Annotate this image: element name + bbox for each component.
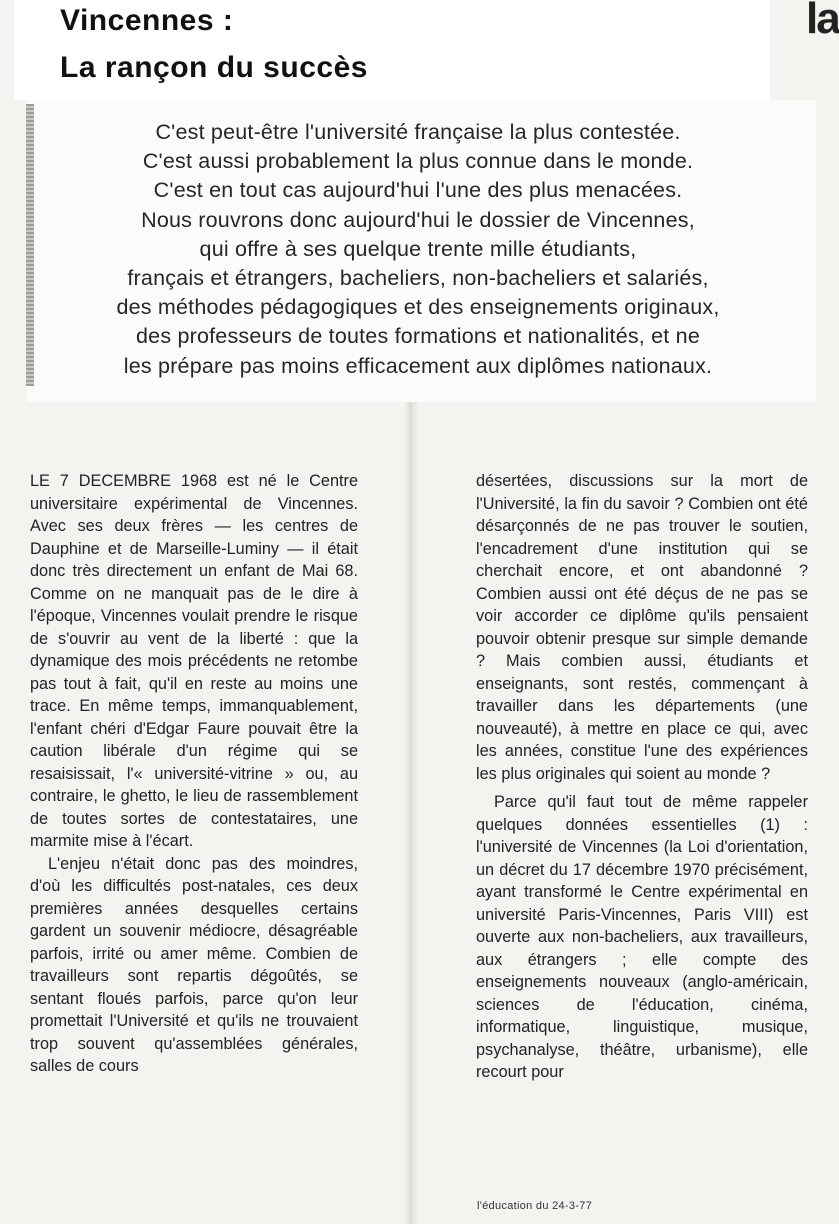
article-column-right (476, 470, 808, 1084)
article-column-left (30, 470, 358, 1078)
page-gutter-shadow (405, 400, 419, 1224)
paragraph: Parce qu'il faut tout de même rappeler quelques données essentielles (1) : l'université de Vincennes (la Loi d'orientation, un décret du 17 décembre 1970 précisément, ayant transformé le Centre expérimental en université Paris-Vincennes, Paris VIII) est ouverte aux non-bacheliers, aux travailleurs, aux étrangers ; elle compte des enseignements nouveaux (anglo-américain, sciences de l'éducation, cinéma, informatique, linguistique, musique, psychanalyse, théâtre, urbanisme), elle recourt pour (476, 793, 808, 1081)
intro-line: des professeurs de toutes formations et nationalités, et ne (136, 324, 700, 349)
headline-line-1: Vincennes : (60, 4, 234, 37)
intro-line: qui offre à ses quelque trente mille étudiants, (199, 236, 637, 261)
intro-line: des méthodes pédagogiques et des enseignements originaux, (116, 295, 720, 320)
page-footer: l'éducation du 24-3-77 (477, 1200, 593, 1212)
paragraph: LE 7 DECEMBRE 1968 est né le Centre universitaire expérimental de Vincennes. Avec ses deux frères — les centres de Dauphine et de Marseille-Luminy — il était donc très directement un enfant de Mai 68. Comme on ne manquait pas de le dire à l'époque, Vincennes voulait prendre le risque de s'ouvrir au vent de la liberté : que la dynamique des mois précédents ne retombe pas tout à fait, qu'il en reste au moins une trace. En même temps, immanquablement, l'enfant chéri d'Edgar Faure pouvait être la caution libérale d'un régime qui se resaisissait, l'« université-vitrine » ou, au contraire, le ghetto, le lieu de rassemblement de toutes sortes de contestataires, une marmite mise à l'écart. (30, 472, 358, 850)
intro-accent-bar (26, 104, 34, 386)
next-page-headline-fragment: la (806, 0, 839, 43)
headline-line-2: La rançon du succès (60, 51, 368, 84)
paragraph: désertées, discussions sur la mort de l'Université, la fin du savoir ? Combien ont été désarçonnés de ne pas trouver le soutien, l'encadrement d'une institution qui se cherchait encore, et ont abandonné ? Combien aussi ont été déçus de ne pas se voir accorder ce diplôme qu'ils pensaient pouvoir obtenir presque sur simple demande ? Mais combien aussi, étudiants et enseignants, sont restés, commençant à travailler dans les départements (une nouveauté), à mettre en place ce qui, avec les années, constitue l'une des expériences les plus originales qui soient au monde ? (476, 472, 808, 783)
intro-line: Nous rouvrons donc aujourd'hui le dossier de Vincennes, (141, 207, 695, 232)
paragraph: L'enjeu n'était donc pas des moindres, d'où les difficultés post-natales, ces deux premières années desquelles certains gardent un souvenir médiocre, désagréable parfois, irrité ou amer même. Combien de travailleurs sont repartis dégoûtés, se sentant floués parfois, parce qu'on leur promettait l'Université et qu'ils ne trouvaient trop souvent qu'assemblées générales, salles de cours (30, 854, 358, 1075)
intro-line: français et étrangers, bacheliers, non-bacheliers et salariés, (127, 266, 709, 291)
intro-line: C'est en tout cas aujourd'hui l'une des plus menacées. (153, 178, 683, 203)
intro-block (26, 100, 816, 402)
title-block (14, 0, 770, 100)
intro-text (34, 118, 802, 381)
intro-line: C'est peut-être l'université française la plus contestée. (155, 120, 681, 144)
intro-line: les prépare pas moins efficacement aux diplômes nationaux. (123, 353, 713, 378)
intro-line: C'est aussi probablement la plus connue dans le monde. (142, 149, 694, 174)
